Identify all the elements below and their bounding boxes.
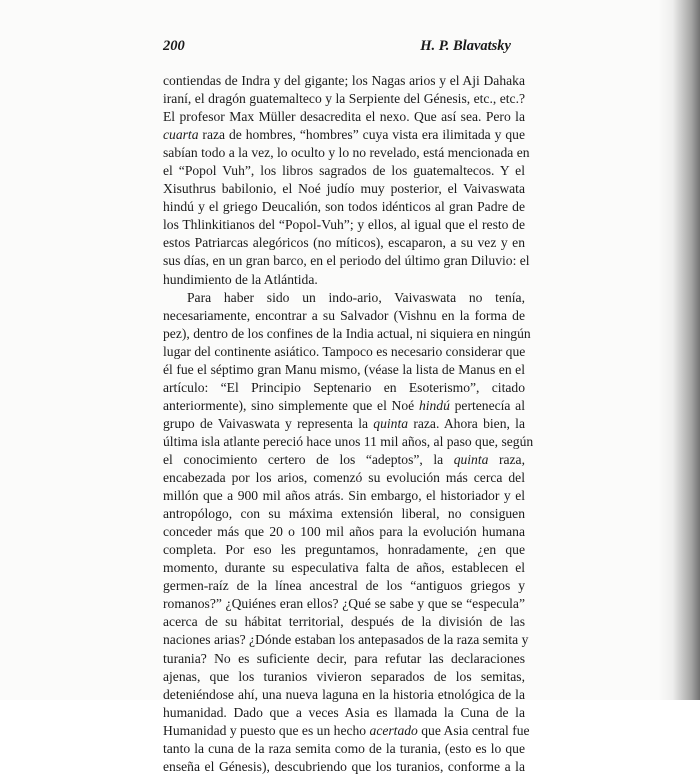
text-line — [163, 397, 525, 415]
text-line — [163, 505, 525, 523]
text-segment: acerca de su hábitat territorial, después de la división de las — [163, 614, 525, 630]
text-segment: tanto la cuna de la raza semita como de la turania, (esto es lo que — [163, 740, 525, 756]
text-segment: completa. Por eso les preguntamos, honradamente, ¿en que — [163, 542, 525, 558]
text-line — [163, 722, 530, 740]
body-text — [163, 72, 534, 776]
text-segment: ajenas, que los turanios vivieron separados de los semitas, — [163, 668, 525, 684]
page-edge-shadow — [658, 0, 700, 700]
text-segment: lugar del continente asiático. Tampoco es necesario considerar que — [163, 343, 526, 359]
text-segment: sus días, en un gran barco, en el periodo del último gran Diluvio: el — [163, 253, 530, 269]
text-line — [163, 668, 525, 686]
text-segment: contiendas de Indra y del gigante; los Nagas arios y el Aji Dahaka — [163, 73, 525, 88]
text-segment: pez), dentro de los confines de la India actual, ni siquiera en ningún — [163, 325, 531, 341]
italic-text: quinta — [453, 451, 489, 467]
text-segment: Para haber sido un indo-ario, Vaivaswata no tenía, — [187, 289, 525, 305]
italic-text: cuarta — [163, 127, 199, 143]
text-segment: Xisuthrus babilonio, el Noé judío muy posterior, el Vaivaswata — [163, 181, 525, 197]
text-segment: raza de hombres, “hombres” cuya vista era ilimitada y que — [198, 127, 525, 143]
text-line — [163, 144, 530, 162]
text-segment: hindú y el griego Deucalión, son todos idénticos al gran Padre de — [163, 199, 525, 215]
text-segment: pertenecía al — [449, 397, 525, 413]
text-line — [163, 595, 525, 613]
text-line — [163, 361, 525, 379]
text-segment: artículo: “El Principio Septenario en Esoterismo”, citado — [163, 379, 525, 395]
text-line — [163, 613, 525, 631]
text-segment: el conocimiento certero de los “adeptos”, la — [163, 451, 454, 467]
text-segment: raza, — [488, 451, 525, 467]
text-segment: deteniéndose ahí, una nueva laguna en la historia etnológica de la — [163, 686, 525, 702]
text-segment: turania? No es suficiente decir, para refutar las declaraciones — [163, 650, 525, 666]
text-segment: el “Popol Vuh”, los libros sagrados de los guatemaltecos. Y el — [163, 163, 525, 179]
text-segment: encabezada por los arios, comenzó su evolución más cerca del — [163, 470, 525, 486]
text-segment: anteriormente), sino simplemente que el Noé — [163, 397, 419, 413]
text-segment: El profesor Max Müller desacredita el nexo. Que así sea. Pero la — [163, 109, 525, 125]
text-line — [163, 198, 525, 216]
text-line — [163, 577, 525, 595]
text-segment: momento, durante su especulativa falta de años, establecen el — [163, 560, 525, 576]
text-segment: humanidad. Dado que a veces Asia es llamada la Cuna de la — [163, 704, 525, 720]
text-line — [163, 451, 525, 469]
text-segment: germen-raíz de la línea ancestral de los “antiguos griegos y — [163, 578, 525, 594]
text-line — [163, 216, 525, 234]
text-line — [163, 523, 525, 541]
text-line — [163, 289, 525, 307]
text-line — [163, 650, 525, 668]
text-line — [163, 686, 525, 704]
text-segment: los Thlinkitianos del “Popol-Vuh”; y ellos, al igual que el resto de — [163, 217, 525, 233]
text-line — [163, 126, 525, 144]
text-segment: necesariamente, encontrar a su Salvador (Vishnu en la forma de — [163, 307, 525, 323]
text-line — [163, 90, 525, 108]
text-line — [163, 487, 525, 505]
text-line — [163, 631, 529, 649]
italic-text: acertado — [369, 722, 418, 738]
text-line — [163, 72, 525, 90]
text-segment: estos Patriarcas alegóricos (no míticos), escaparon, a su vez y en — [163, 235, 525, 251]
text-segment: iraní, el dragón guatemalteco y la Serpiente del Génesis, etc., etc.? — [163, 91, 525, 107]
text-line — [163, 740, 525, 758]
text-line — [163, 162, 525, 180]
text-segment: naciones arias? ¿Dónde estaban los antepasados de la raza semita y — [163, 632, 529, 648]
text-line — [163, 234, 525, 252]
text-line — [163, 325, 531, 343]
text-segment: que Asia central fue — [417, 722, 530, 738]
italic-text: hindú — [418, 397, 450, 413]
text-line — [163, 180, 525, 198]
page-header — [163, 38, 511, 60]
text-segment: sabían todo a la vez, lo oculto y lo no revelado, está mencionada en — [163, 145, 530, 161]
text-line — [163, 415, 525, 433]
text-segment: última isla atlante pereció hace unos 11 mil años, al paso que, según — [163, 433, 534, 449]
text-line — [163, 433, 534, 451]
text-line — [163, 271, 525, 289]
italic-text: quinta — [373, 415, 409, 431]
text-line — [163, 307, 525, 325]
text-segment: conceder más que 20 o 100 mil años para la evolución humana — [163, 524, 525, 540]
text-segment: romanos?” ¿Quiénes eran ellos? ¿Qué se sabe y que se “especula” — [163, 596, 525, 612]
text-segment: Humanidad y puesto que es un hecho — [163, 722, 370, 738]
text-segment: millón que a 900 mil años atrás. Sin embargo, el historiador y el — [163, 488, 525, 504]
text-line — [163, 704, 525, 722]
text-segment: raza. Ahora bien, la — [408, 415, 525, 431]
text-segment: enseña el Génesis), descubriendo que los turanios, conforme a la — [163, 758, 525, 774]
page-number: 200 — [163, 38, 185, 54]
text-line — [163, 108, 525, 126]
text-line — [163, 379, 525, 397]
text-line — [163, 758, 525, 776]
text-line — [163, 559, 525, 577]
text-line — [163, 541, 525, 559]
text-line — [163, 252, 530, 270]
text-line — [163, 343, 525, 361]
running-title: H. P. Blavatsky — [420, 38, 511, 54]
text-segment: antropólogo, con su máxima extensión liberal, no consiguen — [163, 506, 525, 522]
text-segment: él fue el séptimo gran Manu mismo, (véase la lista de Manus en el — [163, 361, 525, 377]
text-segment: grupo de Vaivaswata y representa la — [163, 415, 374, 431]
text-line — [163, 469, 525, 487]
text-segment: hundimiento de la Atlántida. — [163, 271, 318, 287]
